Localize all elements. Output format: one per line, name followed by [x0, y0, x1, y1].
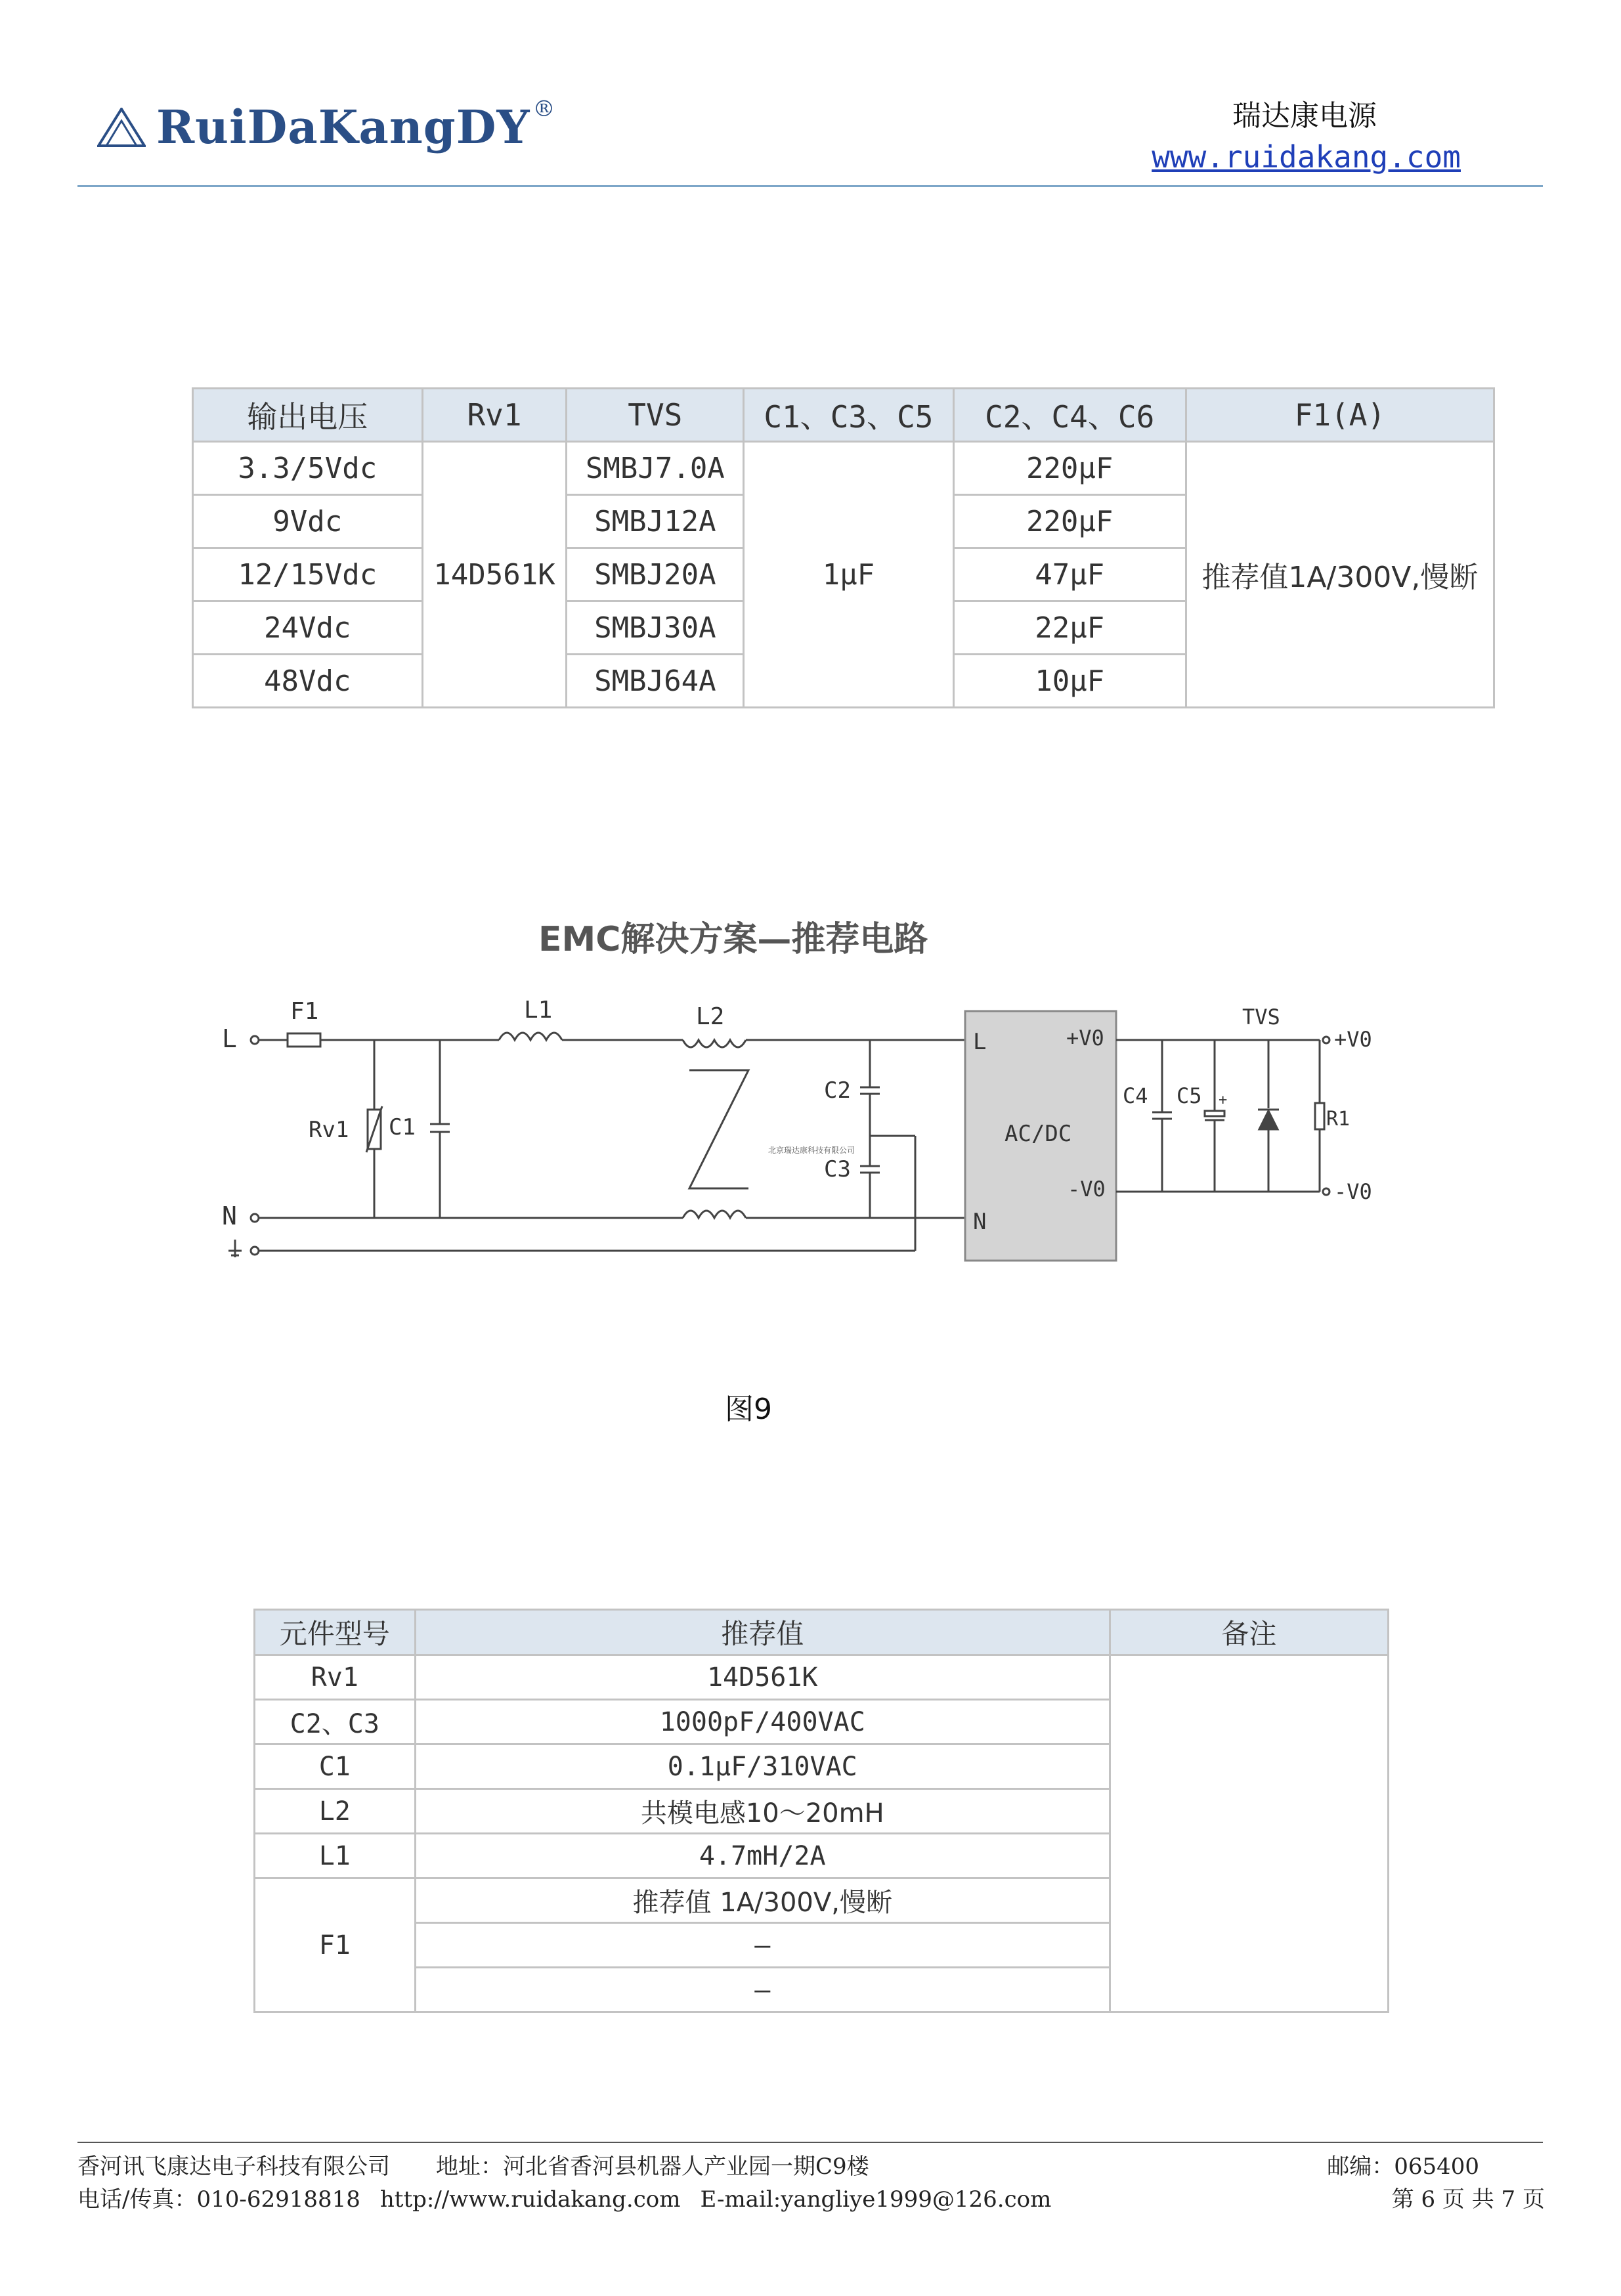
header-divider [77, 185, 1543, 187]
part-cell: L1 [255, 1834, 416, 1878]
module-label: AC/DC [1005, 1121, 1072, 1147]
figure-caption: 图9 [725, 1393, 772, 1426]
footer-line-1 [77, 2148, 869, 2180]
c2-cell: 47μF [953, 548, 1186, 601]
value-cell: 0.1μF/310VAC [415, 1744, 1110, 1789]
part-cell: Rv1 [255, 1655, 416, 1700]
voltage-cell: 24Vdc [193, 601, 423, 655]
inductor-L1 [499, 1033, 562, 1040]
label-C3: C3 [824, 1156, 851, 1182]
part-cell: L2 [255, 1789, 416, 1834]
footer-page-number: 第 6 页 共 7 页 [1391, 2186, 1545, 2213]
label-L1: L1 [524, 997, 553, 1024]
label-out-neg: -V0 [1334, 1179, 1372, 1204]
tvs-cell: SMBJ7.0A [567, 442, 744, 495]
table-header-row [255, 1610, 1389, 1655]
part-cell: C2、C3 [255, 1700, 416, 1744]
resistor-R1 [1315, 1103, 1324, 1129]
ground-icon [228, 1240, 242, 1257]
label-N: N [222, 1202, 237, 1230]
value-cell: 14D561K [415, 1655, 1110, 1700]
footer-address: 地址：河北省香河县机器人产业园一期C9楼 [436, 2154, 869, 2180]
header-url-link[interactable]: www.ruidakang.com [1152, 139, 1461, 175]
c2-cell: 10μF [953, 655, 1186, 708]
label-C4: C4 [1123, 1083, 1148, 1108]
inductor-L2-bottom [683, 1211, 746, 1218]
footer-postcode: 邮编：065400 [1327, 2154, 1479, 2180]
voltage-cell: 12/15Vdc [193, 548, 423, 601]
f1-cell: 推荐值1A/300V,慢断 [1186, 442, 1494, 708]
label-C1: C1 [389, 1114, 416, 1140]
value-cell: 4.7mH/2A [415, 1834, 1110, 1878]
footer-company: 香河讯飞康达电子科技有限公司 [77, 2154, 390, 2180]
rv1-cell: 14D561K [422, 442, 567, 708]
fuse-F1 [288, 1033, 320, 1047]
label-R1: R1 [1326, 1108, 1351, 1131]
inductor-L2-top [683, 1040, 746, 1047]
value-cell: 共模电感10～20mH [415, 1789, 1110, 1834]
voltage-cell: 3.3/5Vdc [193, 442, 423, 495]
tvs-cell: SMBJ20A [567, 548, 744, 601]
part-cell: F1 [255, 1878, 416, 2012]
table-row [193, 442, 1494, 495]
footer-website-link[interactable]: http://www.ruidakang.com [379, 2186, 681, 2213]
col-header-tvs: TVS [567, 389, 744, 442]
label-L: L [222, 1024, 237, 1053]
table-header-row [193, 389, 1494, 442]
col-header-rv1: Rv1 [422, 389, 567, 442]
footer-email-link[interactable]: E-mail:yangliye1999@126.com [700, 2186, 1052, 2213]
label-C2: C2 [824, 1077, 851, 1104]
footer-phone: 电话/传真：010-62918818 [77, 2186, 360, 2213]
brand-name: RuiDaKangDY [156, 100, 530, 154]
col-header-remark: 备注 [1110, 1610, 1388, 1655]
c1-cell: 1μF [744, 442, 953, 708]
footer-divider [77, 2142, 1543, 2143]
remark-cell [1110, 1655, 1388, 2012]
voltage-cell: 9Vdc [193, 495, 423, 548]
c2-cell: 22μF [953, 601, 1186, 655]
value-cell: 1000pF/400VAC [415, 1700, 1110, 1744]
pin-vo-neg-label: -V0 [1068, 1177, 1106, 1202]
c2-cell: 220μF [953, 495, 1186, 548]
footer-line-2 [77, 2181, 1051, 2213]
watermark-text: 北京瑞达康科技有限公司 [768, 1146, 855, 1155]
voltage-cell: 48Vdc [193, 655, 423, 708]
logo [97, 95, 555, 154]
recommended-parts-table [253, 1609, 1389, 2013]
registered-mark: ® [532, 95, 555, 122]
col-header-value: 推荐值 [415, 1610, 1110, 1655]
table-row [255, 1655, 1389, 1700]
label-L2: L2 [696, 1003, 725, 1030]
col-header-c2: C2、C4、C6 [953, 389, 1186, 442]
tvs-diode [1259, 1111, 1278, 1129]
label-C5: C5 [1177, 1083, 1202, 1108]
tvs-cell: SMBJ30A [567, 601, 744, 655]
value-cell: — [415, 1968, 1110, 2012]
company-name-cn: 瑞达康电源 [1232, 99, 1377, 133]
col-header-f1: F1(A) [1186, 389, 1494, 442]
circuit-title: EMC解决方案—推荐电路 [538, 920, 928, 959]
pin-L-label: L [973, 1029, 987, 1055]
label-out-pos: +V0 [1334, 1027, 1372, 1052]
label-TVS: TVS [1242, 1005, 1280, 1029]
logo-mountain-icon [97, 108, 146, 147]
value-cell: — [415, 1923, 1110, 1968]
tvs-cell: SMBJ64A [567, 655, 744, 708]
label-Rv1: Rv1 [309, 1117, 349, 1143]
part-cell: C1 [255, 1744, 416, 1789]
pin-vo-pos-label: +V0 [1066, 1026, 1104, 1051]
pin-N-label: N [973, 1209, 987, 1235]
label-F1: F1 [290, 998, 319, 1025]
voltage-component-table [192, 387, 1495, 708]
tvs-cell: SMBJ12A [567, 495, 744, 548]
emc-circuit-diagram [210, 972, 1418, 1287]
value-cell: 推荐值 1A/300V,慢断 [415, 1878, 1110, 1923]
col-header-part: 元件型号 [255, 1610, 416, 1655]
svg-text:+: + [1219, 1092, 1228, 1108]
c2-cell: 220μF [953, 442, 1186, 495]
col-header-c1: C1、C3、C5 [744, 389, 953, 442]
col-header-voltage: 输出电压 [193, 389, 423, 442]
